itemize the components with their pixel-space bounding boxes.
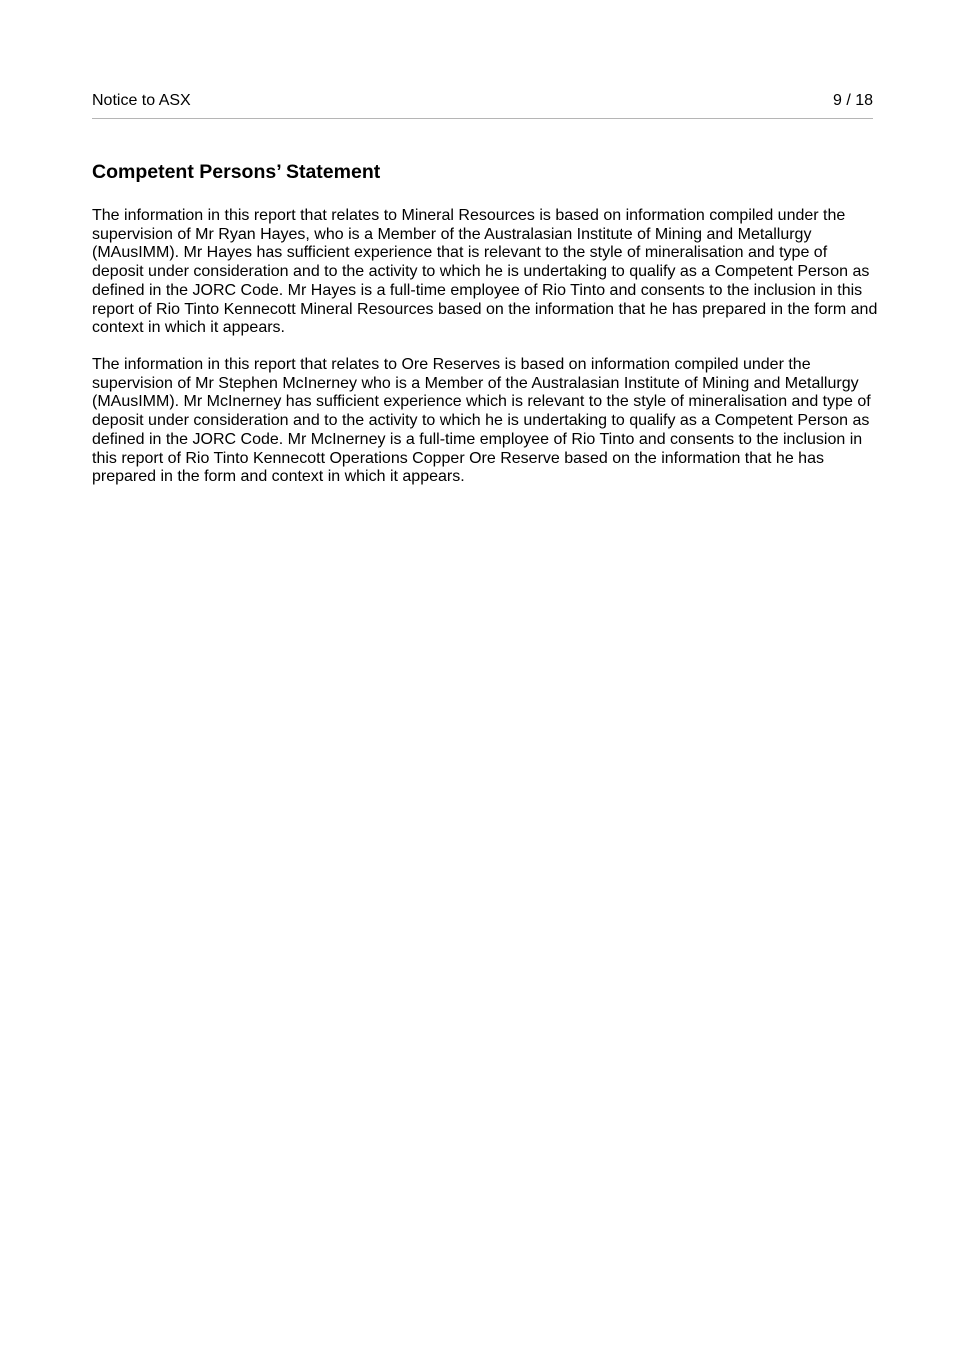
document-type-label: Notice to ASX — [92, 92, 191, 109]
paragraph-mineral-resources: The information in this report that relates to Mineral Resources is based on information compiled under the supervision of Mr Ryan Hayes, who is a Member of the Australasian Institute of Mining and Metallurgy (MAusIMM). Mr Hayes has sufficient experience that is relevant to the style of mineralisation and type of deposit under consideration and to the activity to which he is undertaking to qualify as a Competent Person as defined in the JORC Code. Mr Hayes is a full-time employee of Rio Tinto and consents to the inclusion in this report of Rio Tinto Kennecott Mineral Resources based on the information that he has prepared in the form and context in which it appears. — [92, 207, 878, 337]
paragraph-ore-reserves: The information in this report that relates to Ore Reserves is based on information compiled under the supervision of Mr Stephen McInerney who is a Member of the Australasian Institute of Mining and Metallurgy (MAusIMM). Mr McInerney has sufficient experience which is relevant to the style of mineralisation and type of deposit under consideration and to the activity to which he is undertaking to qualify as a Competent Person as defined in the JORC Code. Mr McInerney is a full-time employee of Rio Tinto and consents to the inclusion in this report of Rio Tinto Kennecott Operations Copper Ore Reserve based on the information that he has prepared in the form and context in which it appears. — [92, 356, 871, 486]
page-number: 9 / 18 — [832, 92, 873, 109]
section-title: Competent Persons’ Statement — [92, 161, 381, 183]
page-header — [92, 91, 873, 119]
